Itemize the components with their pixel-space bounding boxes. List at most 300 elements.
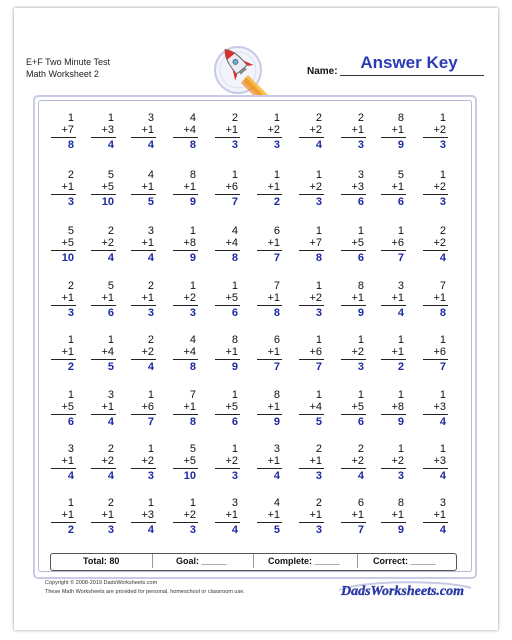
addend-bottom: +2 [183, 509, 196, 521]
addend-bottom: +1 [267, 181, 280, 193]
sum-line [131, 359, 156, 360]
answer: 4 [107, 416, 114, 428]
addend-bottom: +2 [101, 455, 114, 467]
answer-key-heading: Answer Key [360, 53, 458, 72]
sum-line [215, 305, 240, 306]
sum-line [215, 359, 240, 360]
problem [252, 497, 284, 543]
sum-line [91, 305, 116, 306]
addend-top: 7 [439, 280, 446, 292]
answer: 8 [189, 139, 196, 151]
problem [418, 443, 450, 489]
answer: 5 [315, 416, 322, 428]
addend-top: 1 [397, 334, 404, 346]
problem [126, 334, 158, 380]
addend-bottom: +1 [391, 346, 404, 358]
problem [418, 497, 450, 543]
addend-bottom: +2 [309, 124, 322, 136]
answer: 10 [61, 252, 74, 264]
problem [168, 443, 200, 489]
addend-top: 1 [315, 389, 322, 401]
answer: 3 [357, 361, 364, 373]
addend-top: 5 [107, 169, 114, 181]
addend-top: 5 [67, 225, 74, 237]
answer: 4 [357, 470, 364, 482]
addend-top: 8 [397, 497, 404, 509]
addend-bottom: +3 [433, 401, 446, 413]
addend-bottom: +4 [183, 346, 196, 358]
addend-top: 1 [397, 389, 404, 401]
addend-bottom: +1 [101, 509, 114, 521]
answer: 6 [231, 416, 238, 428]
name-line [340, 75, 484, 76]
sum-line [51, 522, 76, 523]
sum-line [423, 250, 448, 251]
sum-line [215, 250, 240, 251]
problem [210, 280, 242, 326]
addend-top: 1 [397, 225, 404, 237]
addend-top: 2 [147, 280, 154, 292]
addend-top: 8 [273, 389, 280, 401]
sum-line [131, 250, 156, 251]
addend-bottom: +5 [61, 401, 74, 413]
answer: 3 [189, 307, 196, 319]
answer: 7 [273, 361, 280, 373]
sum-line [381, 522, 406, 523]
answer: 3 [67, 307, 74, 319]
problem [336, 389, 368, 435]
sum-line [341, 414, 366, 415]
sum-line [51, 194, 76, 195]
sum-line [131, 194, 156, 195]
addend-top: 2 [315, 443, 322, 455]
problem [46, 112, 78, 158]
problem [336, 443, 368, 489]
addend-top: 3 [67, 443, 74, 455]
addend-top: 1 [107, 112, 114, 124]
sum-line [215, 137, 240, 138]
answer: 4 [107, 252, 114, 264]
addend-bottom: +1 [101, 292, 114, 304]
sum-line [51, 359, 76, 360]
answer: 6 [357, 196, 364, 208]
sum-line [257, 468, 282, 469]
problem [126, 225, 158, 271]
addend-top: 3 [439, 497, 446, 509]
answer: 3 [231, 139, 238, 151]
problem [294, 225, 326, 271]
answer: 7 [439, 361, 446, 373]
addend-top: 1 [189, 497, 196, 509]
problem [86, 169, 118, 215]
addend-bottom: +1 [351, 124, 364, 136]
addend-bottom: +1 [351, 292, 364, 304]
addend-top: 6 [273, 225, 280, 237]
addend-top: 4 [189, 334, 196, 346]
problem [418, 334, 450, 380]
answer: 4 [439, 416, 446, 428]
sum-line [257, 359, 282, 360]
addend-bottom: +6 [433, 346, 446, 358]
addend-top: 1 [315, 280, 322, 292]
footer-divider [152, 554, 153, 568]
answer: 3 [147, 307, 154, 319]
problem [168, 389, 200, 435]
addend-bottom: +1 [267, 509, 280, 521]
addend-top: 1 [439, 169, 446, 181]
answer: 7 [315, 361, 322, 373]
dadsworksheets-logo [335, 578, 475, 600]
problem [418, 225, 450, 271]
problem [418, 389, 450, 435]
sum-line [51, 468, 76, 469]
addend-bottom: +6 [391, 237, 404, 249]
problem [86, 497, 118, 543]
name-label: Name: [307, 66, 338, 77]
addend-bottom: +3 [101, 124, 114, 136]
addend-top: 1 [315, 334, 322, 346]
answer: 2 [273, 196, 280, 208]
copyright-line: Copyright © 2008-2019 DadsWorksheets.com [45, 580, 158, 586]
sum-line [257, 414, 282, 415]
answer: 3 [315, 307, 322, 319]
addend-bottom: +5 [351, 401, 364, 413]
problem [336, 497, 368, 543]
addend-bottom: +1 [351, 509, 364, 521]
addend-top: 4 [231, 225, 238, 237]
sum-line [423, 468, 448, 469]
addend-top: 3 [397, 280, 404, 292]
problem [126, 497, 158, 543]
addend-bottom: +1 [101, 401, 114, 413]
sum-line [341, 305, 366, 306]
addend-bottom: +1 [267, 455, 280, 467]
answer: 5 [273, 524, 280, 536]
sum-line [381, 305, 406, 306]
addend-top: 3 [147, 112, 154, 124]
sum-line [299, 137, 324, 138]
sum-line [381, 359, 406, 360]
answer: 8 [189, 361, 196, 373]
addend-bottom: +4 [101, 346, 114, 358]
problem [126, 389, 158, 435]
problem [210, 169, 242, 215]
sum-line [341, 250, 366, 251]
addend-top: 4 [273, 497, 280, 509]
problem [376, 389, 408, 435]
problem [46, 443, 78, 489]
addend-top: 1 [189, 280, 196, 292]
sum-line [131, 137, 156, 138]
problem [46, 280, 78, 326]
addend-top: 4 [189, 112, 196, 124]
sum-line [257, 305, 282, 306]
addend-top: 2 [439, 225, 446, 237]
addend-top: 4 [147, 169, 154, 181]
addend-top: 1 [231, 443, 238, 455]
answer: 2 [67, 361, 74, 373]
problem [376, 497, 408, 543]
addend-bottom: +5 [351, 237, 364, 249]
answer: 5 [107, 361, 114, 373]
sum-line [131, 468, 156, 469]
addend-bottom: +5 [225, 401, 238, 413]
addend-top: 1 [189, 225, 196, 237]
answer: 7 [357, 524, 364, 536]
problem [252, 112, 284, 158]
sum-line [341, 359, 366, 360]
answer: 9 [231, 361, 238, 373]
answer: 3 [397, 470, 404, 482]
problem [86, 112, 118, 158]
answer: 4 [147, 139, 154, 151]
addend-bottom: +1 [267, 401, 280, 413]
problem [376, 280, 408, 326]
addend-top: 1 [67, 334, 74, 346]
problem [168, 112, 200, 158]
sum-line [215, 468, 240, 469]
sum-line [257, 194, 282, 195]
problem [210, 334, 242, 380]
sum-line [299, 250, 324, 251]
answer: 4 [147, 524, 154, 536]
answer: 3 [315, 196, 322, 208]
addend-bottom: +1 [61, 455, 74, 467]
answer: 6 [231, 307, 238, 319]
addend-top: 2 [107, 225, 114, 237]
addend-top: 2 [67, 280, 74, 292]
addend-bottom: +1 [433, 509, 446, 521]
addend-top: 2 [107, 497, 114, 509]
problem [336, 112, 368, 158]
addend-top: 5 [189, 443, 196, 455]
addend-top: 3 [231, 497, 238, 509]
answer: 4 [107, 139, 114, 151]
problem [86, 225, 118, 271]
answer: 8 [273, 307, 280, 319]
problem [86, 389, 118, 435]
addend-bottom: +2 [101, 237, 114, 249]
footer-divider [253, 554, 254, 568]
sum-line [299, 414, 324, 415]
sum-line [51, 414, 76, 415]
addend-top: 1 [397, 443, 404, 455]
addend-bottom: +2 [433, 124, 446, 136]
addend-bottom: +2 [309, 181, 322, 193]
sum-line [91, 468, 116, 469]
problem [46, 389, 78, 435]
addend-bottom: +1 [309, 509, 322, 521]
sum-line [423, 305, 448, 306]
addend-bottom: +2 [433, 237, 446, 249]
addend-top: 5 [397, 169, 404, 181]
addend-top: 1 [147, 443, 154, 455]
sum-line [215, 414, 240, 415]
sum-line [257, 137, 282, 138]
problem [210, 497, 242, 543]
addend-top: 1 [439, 443, 446, 455]
problem [46, 169, 78, 215]
addend-bottom: +2 [267, 124, 280, 136]
addend-top: 8 [189, 169, 196, 181]
addend-top: 1 [357, 334, 364, 346]
problem [252, 389, 284, 435]
sum-line [91, 414, 116, 415]
sum-line [423, 137, 448, 138]
answer: 7 [147, 416, 154, 428]
addend-bottom: +1 [183, 181, 196, 193]
problem [252, 169, 284, 215]
problem [418, 169, 450, 215]
answer: 6 [107, 307, 114, 319]
addend-bottom: +1 [225, 509, 238, 521]
answer: 10 [101, 196, 114, 208]
addend-bottom: +1 [267, 292, 280, 304]
sum-line [131, 522, 156, 523]
addend-bottom: +1 [141, 124, 154, 136]
problem [418, 280, 450, 326]
addend-top: 1 [357, 389, 364, 401]
addend-top: 1 [231, 280, 238, 292]
addend-bottom: +2 [351, 346, 364, 358]
problem [252, 225, 284, 271]
problem [376, 112, 408, 158]
addend-bottom: +1 [141, 237, 154, 249]
problem [46, 334, 78, 380]
problem [376, 225, 408, 271]
problem [168, 169, 200, 215]
addend-top: 2 [147, 334, 154, 346]
sum-line [91, 137, 116, 138]
sum-line [381, 468, 406, 469]
sum-line [381, 194, 406, 195]
answer: 3 [231, 470, 238, 482]
answer: 8 [315, 252, 322, 264]
answer: 9 [397, 416, 404, 428]
addend-top: 1 [67, 112, 74, 124]
sum-line [91, 522, 116, 523]
addend-bottom: +2 [351, 455, 364, 467]
problem [86, 334, 118, 380]
problem [336, 280, 368, 326]
problem [336, 334, 368, 380]
addend-bottom: +2 [141, 346, 154, 358]
addend-bottom: +1 [141, 181, 154, 193]
answer: 3 [439, 196, 446, 208]
problem [376, 443, 408, 489]
addend-top: 1 [107, 334, 114, 346]
sum-line [341, 194, 366, 195]
addend-top: 2 [315, 112, 322, 124]
answer: 3 [67, 196, 74, 208]
sum-line [173, 305, 198, 306]
addend-top: 7 [273, 280, 280, 292]
usage-line: These Math Worksheets are provided for personal, homeschool or classroom use. [45, 589, 245, 595]
addend-bottom: +2 [183, 292, 196, 304]
answer: 8 [231, 252, 238, 264]
problem [294, 389, 326, 435]
answer: 3 [147, 470, 154, 482]
sum-line [91, 359, 116, 360]
answer: 4 [67, 470, 74, 482]
problem [418, 112, 450, 158]
addend-top: 3 [273, 443, 280, 455]
answer: 3 [273, 139, 280, 151]
addend-bottom: +1 [309, 455, 322, 467]
sum-line [131, 305, 156, 306]
addend-bottom: +1 [391, 292, 404, 304]
problem [46, 497, 78, 543]
problem [376, 169, 408, 215]
addend-bottom: +1 [267, 237, 280, 249]
sum-line [173, 194, 198, 195]
problem [294, 443, 326, 489]
sum-line [299, 305, 324, 306]
addend-top: 1 [357, 225, 364, 237]
problem [168, 497, 200, 543]
addend-top: 1 [67, 497, 74, 509]
answer: 9 [357, 307, 364, 319]
addend-top: 1 [439, 112, 446, 124]
addend-top: 2 [357, 112, 364, 124]
addend-bottom: +7 [61, 124, 74, 136]
correct-field: Correct: _____ [373, 556, 436, 566]
answer: 4 [439, 252, 446, 264]
addend-bottom: +8 [183, 237, 196, 249]
answer: 2 [397, 361, 404, 373]
addend-bottom: +1 [61, 292, 74, 304]
addend-top: 1 [439, 389, 446, 401]
answer: 4 [147, 361, 154, 373]
addend-bottom: +6 [225, 181, 238, 193]
sum-line [423, 194, 448, 195]
addend-bottom: +1 [267, 346, 280, 358]
answer: 7 [273, 252, 280, 264]
answer: 7 [397, 252, 404, 264]
addend-bottom: +2 [433, 181, 446, 193]
addend-bottom: +4 [183, 124, 196, 136]
problem [126, 443, 158, 489]
answer: 3 [107, 524, 114, 536]
answer: 4 [315, 139, 322, 151]
addend-top: 1 [67, 389, 74, 401]
addend-bottom: +2 [309, 292, 322, 304]
problem [252, 443, 284, 489]
problem [336, 169, 368, 215]
problem [294, 334, 326, 380]
complete-field: Complete: _____ [268, 556, 340, 566]
sum-line [51, 137, 76, 138]
addend-bottom: +6 [141, 401, 154, 413]
problem [168, 334, 200, 380]
answer: 6 [357, 252, 364, 264]
sum-line [173, 522, 198, 523]
addend-top: 8 [231, 334, 238, 346]
problem-grid [46, 112, 466, 552]
sum-line [215, 522, 240, 523]
answer: 4 [147, 252, 154, 264]
addend-bottom: +1 [391, 124, 404, 136]
problem [86, 280, 118, 326]
sum-line [341, 468, 366, 469]
addend-bottom: +3 [433, 455, 446, 467]
addend-bottom: +8 [391, 401, 404, 413]
addend-bottom: +6 [309, 346, 322, 358]
answer: 4 [439, 524, 446, 536]
sum-line [381, 250, 406, 251]
addend-top: 2 [315, 497, 322, 509]
sum-line [299, 359, 324, 360]
